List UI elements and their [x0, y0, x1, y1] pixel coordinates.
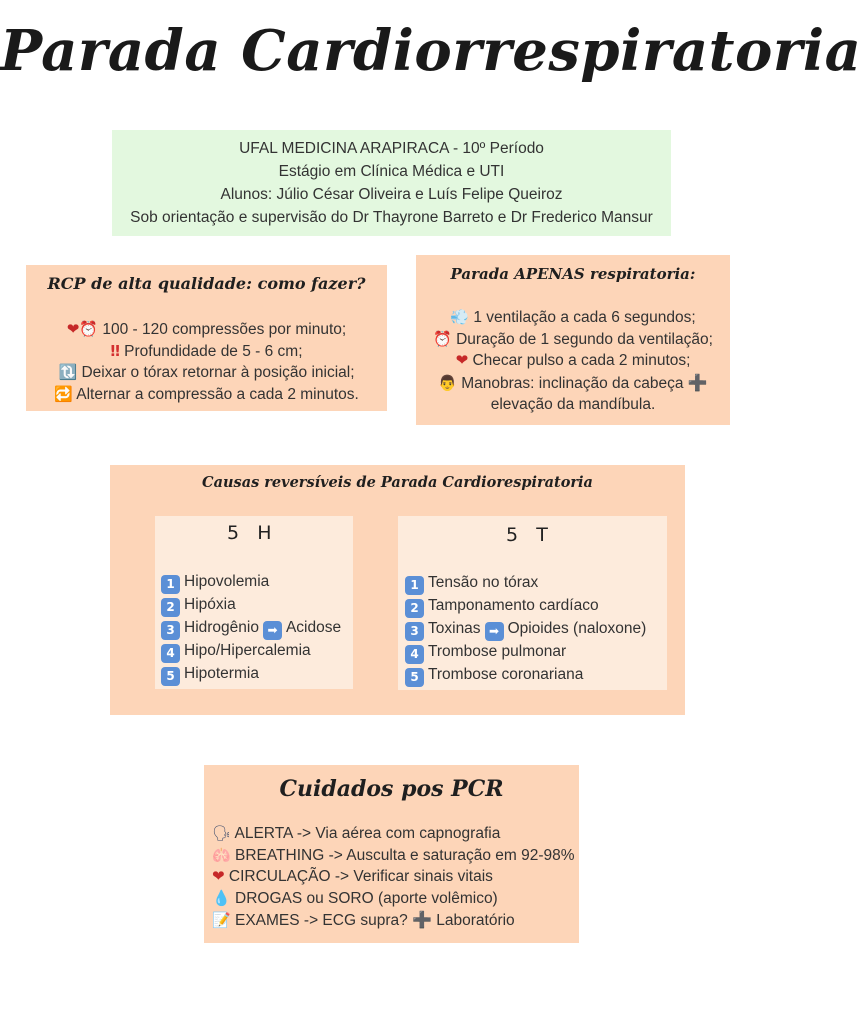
care-item-drugs: [212, 888, 575, 910]
rcp-item-label: 100 - 120 compressões por minuto;: [102, 321, 347, 338]
h-causes-panel: [155, 516, 353, 689]
care-item-label-after: Laboratório: [436, 912, 515, 929]
keycap-1-icon: 1: [405, 576, 424, 595]
keycap-2-icon: 2: [405, 599, 424, 618]
t-cause-item: [405, 664, 646, 687]
keycap-3-icon: 3: [405, 622, 424, 641]
rcp-item-label: Alternar a compressão a cada 2 minutos.: [76, 385, 359, 403]
t-cause-label: Toxinas: [428, 620, 481, 637]
resp-item-maneuvers: [416, 372, 730, 395]
keycap-2-icon: 2: [161, 598, 180, 617]
page-title: Parada Cardiorrespiratoria: [0, 18, 861, 84]
h-cause-label-after: Acidose: [285, 619, 342, 636]
care-item-label: DROGAS ou SORO (aporte volêmico): [235, 889, 498, 907]
lungs-icon: 🫁: [212, 845, 231, 864]
t-cause-label: Tensão no tórax: [428, 574, 539, 591]
resp-item-label: Duração de 1 segundo da ventilação;: [456, 330, 713, 348]
heart-icon: ❤: [212, 867, 225, 885]
plus-icon: ➕: [687, 372, 708, 392]
resp-item-label: Checar pulso a cada 2 minutos;: [472, 352, 691, 369]
respiratory-box: [416, 255, 730, 425]
keycap-5-icon: 5: [405, 668, 424, 687]
causes-box: [110, 465, 685, 715]
heart-icon: ❤: [455, 351, 469, 369]
t-cause-label: Trombose coronariana: [428, 666, 584, 683]
repeat-icon: 🔁: [54, 384, 73, 403]
care-item-label: EXAMES -> ECG supra?: [235, 912, 408, 929]
resp-item-duration: [416, 329, 730, 351]
rcp-item-label: Deixar o tórax retornar à posição inicial;: [81, 364, 355, 381]
info-line-students: Alunos: Júlio César Oliveira e Luís Felipe Queiroz: [220, 186, 563, 203]
h-cause-item: [161, 594, 341, 617]
keycap-4-icon: 4: [405, 645, 424, 664]
post-pcr-care-box: [204, 765, 579, 943]
memo-icon: 📝: [212, 911, 231, 929]
causes-heading: Causas reversíveis de Parada Cardiorespiratoria: [202, 474, 593, 491]
resp-item-ventilation: [416, 307, 730, 329]
right-arrow-icon: ➡: [485, 622, 504, 641]
info-line-internship: Estágio em Clínica Médica e UTI: [278, 163, 505, 180]
rcp-item-recoil: [26, 362, 387, 384]
alarm-clock-icon: ⏰: [433, 329, 452, 348]
h-cause-item: [161, 640, 341, 663]
h-cause-label: Hipovolemia: [184, 573, 270, 590]
t-cause-item: [405, 595, 646, 618]
info-line-supervisors: Sob orientação e supervisão do Dr Thayrone Barreto e Dr Frederico Mansur: [130, 209, 653, 226]
man-icon: 👨: [438, 373, 457, 392]
care-item-circulation: [212, 866, 575, 888]
right-arrow-icon: ➡: [263, 621, 282, 640]
heart-clock-icon: ❤⏰: [66, 320, 99, 338]
resp-item-label: Manobras: inclinação da cabeça: [461, 374, 684, 392]
t-cause-label: Trombose pulmonar: [428, 643, 567, 660]
dash-icon: 💨: [450, 308, 470, 326]
droplet-icon: 💧: [212, 888, 231, 907]
rcp-box: [26, 265, 387, 411]
post-pcr-heading: Cuidados pos PCR: [279, 776, 504, 802]
h-cause-item: [161, 571, 341, 594]
keycap-4-icon: 4: [161, 644, 180, 663]
plus-icon: ➕: [412, 910, 432, 929]
t-causes-panel: [398, 516, 667, 690]
care-item-breathing: [212, 845, 575, 867]
t-cause-item: [405, 572, 646, 595]
rcp-heading: RCP de alta qualidade: como fazer?: [47, 274, 366, 293]
rcp-item-alternate: [26, 384, 387, 406]
rcp-item-label: Profundidade de 5 - 6 cm;: [124, 342, 303, 360]
resp-item-pulse: [416, 350, 730, 372]
clockwise-arrows-icon: 🔃: [58, 363, 78, 381]
rcp-item-rate: [26, 319, 387, 341]
care-item-alert: [212, 823, 575, 845]
t-cause-item: [405, 618, 646, 641]
care-item-label: ALERTA -> Via aérea com capnografia: [234, 825, 501, 842]
resp-item-label: elevação da mandíbula.: [490, 396, 656, 413]
h-causes-title: 5 H: [227, 522, 272, 544]
t-causes-title: 5 T: [506, 524, 548, 546]
h-cause-label: Hipotermia: [184, 665, 259, 682]
respiratory-heading: Parada APENAS respiratoria:: [450, 265, 696, 283]
t-cause-item: [405, 641, 646, 664]
t-cause-label: Tamponamento cardíaco: [428, 597, 599, 614]
info-line-course: UFAL MEDICINA ARAPIRACA - 10º Período: [239, 140, 544, 157]
h-cause-label: Hipóxia: [184, 596, 236, 613]
h-cause-item: [161, 617, 341, 640]
keycap-1-icon: 1: [161, 575, 180, 594]
care-item-label: CIRCULAÇÃO -> Verificar sinais vitais: [228, 868, 493, 885]
resp-item-label: 1 ventilação a cada 6 segundos;: [473, 309, 696, 326]
h-cause-label: Hipo/Hipercalemia: [184, 642, 311, 659]
resp-item-mandible: [416, 394, 730, 416]
care-item-exams: [212, 909, 575, 932]
h-cause-item: [161, 663, 341, 686]
double-exclamation-icon: ‼: [110, 341, 120, 360]
speaking-head-icon: 🗣: [212, 824, 232, 842]
rcp-item-depth: [26, 341, 387, 363]
t-cause-label-after: Opioides (naloxone): [507, 620, 647, 637]
keycap-3-icon: 3: [161, 621, 180, 640]
info-box: [112, 130, 671, 236]
care-item-label: BREATHING -> Ausculta e saturação em 92-98%: [235, 846, 575, 864]
h-cause-label: Hidrogênio: [184, 619, 259, 636]
keycap-5-icon: 5: [161, 667, 180, 686]
